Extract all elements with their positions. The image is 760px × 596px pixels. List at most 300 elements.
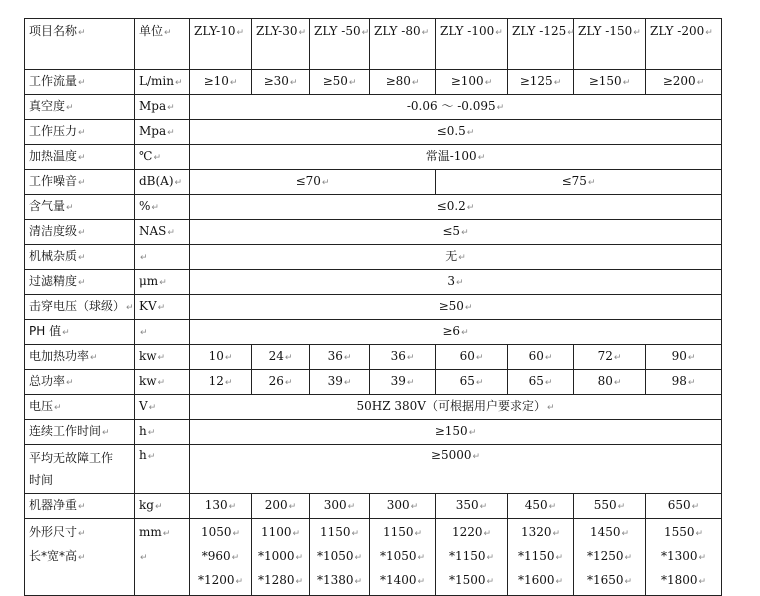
row-unit	[135, 519, 190, 596]
size-value-line-2: *960↵	[201, 549, 240, 563]
row-name	[25, 195, 135, 220]
value-cell	[252, 370, 310, 395]
size-value-line-1: 1100↵	[260, 525, 301, 539]
paragraph-mark: ↵	[348, 78, 357, 88]
table-row-voltage	[25, 395, 722, 420]
table-row-heat_power	[25, 345, 722, 370]
paragraph-mark: ↵	[483, 529, 492, 539]
table-row-nas	[25, 220, 722, 245]
value-cell-text: ≥50	[322, 74, 348, 88]
row-unit	[135, 195, 190, 220]
paragraph-mark: ↵	[167, 228, 175, 238]
paragraph-mark: ↵	[78, 178, 86, 188]
row-unit-text: %	[139, 199, 151, 213]
paragraph-mark: ↵	[167, 103, 175, 113]
paragraph-mark: ↵	[361, 28, 370, 38]
paragraph-mark: ↵	[157, 353, 166, 363]
value-cell-text: ≥150	[588, 74, 622, 88]
row-name	[25, 320, 135, 345]
row-unit	[135, 145, 190, 170]
span-value	[190, 170, 436, 195]
value-cell	[190, 345, 252, 370]
paragraph-mark: ↵	[613, 378, 622, 388]
row-unit-text: Mpa	[139, 99, 167, 113]
row-name-text: 工作噪音	[29, 174, 78, 188]
row-unit-text: Mpa	[139, 124, 167, 138]
value-cell-text: 300	[386, 498, 410, 512]
paragraph-mark: ↵	[321, 178, 330, 188]
paragraph-mark: ↵	[167, 128, 175, 138]
value-cell-text: 65	[459, 374, 475, 388]
paragraph-mark: ↵	[78, 28, 86, 38]
value-cell	[436, 370, 508, 395]
span-value-text: ≤75	[561, 174, 587, 188]
spec-table	[24, 18, 722, 596]
value-cell	[252, 345, 310, 370]
paragraph-mark: ↵	[406, 378, 415, 388]
value-cell	[190, 70, 252, 95]
paragraph-mark: ↵	[66, 203, 74, 213]
paragraph-mark: ↵	[54, 403, 62, 413]
size-value	[190, 519, 252, 596]
span-value	[190, 120, 722, 145]
paragraph-mark: ↵	[417, 577, 426, 587]
row-unit	[135, 245, 190, 270]
value-cell	[646, 494, 722, 519]
paragraph-mark: ↵	[696, 78, 705, 88]
value-cell-text: 36	[327, 349, 343, 363]
row-unit	[135, 95, 190, 120]
value-cell-text: 65	[528, 374, 544, 388]
size-value-line-2: *1000↵	[257, 549, 304, 563]
span-value-text: ≤0.5	[436, 124, 466, 138]
row-unit	[135, 370, 190, 395]
paragraph-mark: ↵	[236, 28, 245, 38]
value-cell-text: 26	[268, 374, 284, 388]
row-name-text: 工作流量	[29, 74, 78, 88]
paragraph-mark: ↵	[421, 28, 430, 38]
value-cell	[310, 70, 370, 95]
span-value	[190, 195, 722, 220]
size-value	[252, 519, 310, 596]
paragraph-mark: ↵	[174, 178, 183, 188]
paragraph-mark: ↵	[78, 278, 86, 288]
span-value-text: ≥50	[438, 299, 464, 313]
row-name-text: 连续工作时间	[29, 424, 102, 438]
header-model-text: ZLY -100	[440, 24, 495, 38]
paragraph-mark: ↵	[347, 502, 356, 512]
paragraph-mark: ↵	[295, 577, 304, 587]
row-name	[25, 120, 135, 145]
paragraph-mark: ↵	[624, 577, 633, 587]
row-unit	[135, 270, 190, 295]
value-cell	[370, 345, 436, 370]
row-name-text: 真空度	[29, 99, 66, 113]
table-row-noise	[25, 170, 722, 195]
paragraph-mark: ↵	[157, 378, 166, 388]
row-unit	[135, 345, 190, 370]
row-unit-text: h	[139, 448, 147, 462]
size-value-line-3: *1200↵	[197, 573, 244, 587]
span-value-text: ≤0.2	[436, 199, 466, 213]
header-unit	[135, 19, 190, 70]
paragraph-mark: ↵	[479, 502, 488, 512]
paragraph-mark: ↵	[174, 78, 183, 88]
row-name-line-2: 时间	[29, 473, 54, 487]
paragraph-mark: ↵	[78, 502, 86, 512]
value-cell	[370, 494, 436, 519]
value-cell-text: 300	[323, 498, 347, 512]
row-unit	[135, 120, 190, 145]
table-row-continuous	[25, 420, 722, 445]
paragraph-mark: ↵	[140, 328, 148, 338]
paragraph-mark: ↵	[284, 353, 293, 363]
header-item-name	[25, 19, 135, 70]
row-name	[25, 220, 135, 245]
header-model	[310, 19, 370, 70]
paragraph-mark: ↵	[468, 428, 477, 438]
value-cell-text: ≥30	[263, 74, 289, 88]
value-cell	[436, 70, 508, 95]
row-name-line-1: 平均无故障工作	[29, 451, 114, 465]
row-name-text: 机器净重	[29, 498, 78, 512]
paragraph-mark: ↵	[414, 529, 423, 539]
value-cell-text: 24	[268, 349, 284, 363]
paragraph-mark: ↵	[695, 529, 704, 539]
paragraph-mark: ↵	[78, 228, 86, 238]
paragraph-mark: ↵	[486, 577, 495, 587]
value-cell	[190, 494, 252, 519]
paragraph-mark: ↵	[555, 577, 564, 587]
paragraph-mark: ↵	[705, 28, 713, 38]
span-value-text: ≤5	[442, 224, 461, 238]
span-value	[190, 445, 722, 494]
size-value-line-3: *1800↵	[660, 573, 707, 587]
size-value-line-1: 1150↵	[319, 525, 360, 539]
row-name-text: 工作压力	[29, 124, 78, 138]
size-value-line-2: *1150↵	[517, 549, 564, 563]
paragraph-mark: ↵	[289, 78, 298, 88]
paragraph-mark: ↵	[140, 553, 148, 563]
paragraph-mark: ↵	[231, 553, 240, 563]
table-row-mtbf	[25, 445, 722, 494]
value-cell-text: 90	[671, 349, 687, 363]
paragraph-mark: ↵	[687, 353, 696, 363]
header-model-text: ZLY -125	[512, 24, 567, 38]
paragraph-mark: ↵	[461, 228, 469, 238]
span-value-text: ≥6	[442, 324, 461, 338]
span-value	[190, 295, 722, 320]
table-row-precision	[25, 270, 722, 295]
paragraph-mark: ↵	[484, 78, 493, 88]
span-value	[190, 395, 722, 420]
row-name	[25, 170, 135, 195]
row-unit-text: kw	[139, 349, 157, 363]
paragraph-mark: ↵	[567, 28, 575, 38]
paragraph-mark: ↵	[78, 78, 86, 88]
value-cell	[310, 494, 370, 519]
paragraph-mark: ↵	[102, 428, 110, 438]
paragraph-mark: ↵	[698, 553, 707, 563]
size-value-line-2: *1150↵	[448, 549, 495, 563]
row-name	[25, 445, 135, 494]
paragraph-mark: ↵	[232, 529, 241, 539]
size-value-line-3: *1600↵	[517, 573, 564, 587]
row-name-line-1: 外形尺寸↵	[29, 525, 86, 539]
paragraph-mark: ↵	[698, 577, 707, 587]
paragraph-mark: ↵	[410, 502, 419, 512]
size-value-line-1: 1320↵	[520, 525, 561, 539]
size-value	[646, 519, 722, 596]
table-row-ph	[25, 320, 722, 345]
paragraph-mark: ↵	[461, 328, 469, 338]
value-cell-text: 36	[390, 349, 406, 363]
value-cell	[252, 494, 310, 519]
value-cell	[574, 494, 646, 519]
row-name-text: 含气量	[29, 199, 66, 213]
value-cell	[370, 370, 436, 395]
header-model	[574, 19, 646, 70]
header-model-text: ZLY -80	[374, 24, 421, 38]
value-cell	[190, 370, 252, 395]
header-item-name-text: 项目名称	[29, 24, 78, 38]
paragraph-mark: ↵	[475, 378, 484, 388]
paragraph-mark: ↵	[617, 502, 626, 512]
paragraph-mark: ↵	[343, 353, 352, 363]
paragraph-mark: ↵	[224, 378, 233, 388]
header-model-text: ZLY-10	[194, 24, 236, 38]
table-row-impurity	[25, 245, 722, 270]
table-row-breakdown	[25, 295, 722, 320]
span-value-text: 50HZ 380V（可根据用户要求定）	[356, 399, 546, 413]
row-name-text: 击穿电压（球级）	[29, 299, 126, 313]
paragraph-mark: ↵	[621, 529, 630, 539]
paragraph-mark: ↵	[159, 278, 167, 288]
size-value-line-2: *1300↵	[660, 549, 707, 563]
value-cell	[508, 494, 574, 519]
paragraph-mark: ↵	[456, 278, 464, 288]
table-row-total_power	[25, 370, 722, 395]
value-cell	[370, 70, 436, 95]
size-value-line-3: *1380↵	[316, 573, 363, 587]
row-unit	[135, 220, 190, 245]
paragraph-mark: ↵	[151, 203, 159, 213]
paragraph-mark: ↵	[126, 303, 134, 313]
paragraph-mark: ↵	[157, 303, 166, 313]
paragraph-mark: ↵	[587, 178, 596, 188]
row-name	[25, 420, 135, 445]
size-value	[436, 519, 508, 596]
value-cell-text: 650	[667, 498, 691, 512]
paragraph-mark: ↵	[164, 28, 172, 38]
size-value-line-1: 1550↵	[663, 525, 704, 539]
row-name-line-2: 长*宽*高↵	[29, 549, 86, 563]
value-cell	[436, 494, 508, 519]
row-name	[25, 494, 135, 519]
row-unit-text: V	[139, 399, 148, 413]
row-name	[25, 295, 135, 320]
paragraph-mark: ↵	[228, 502, 237, 512]
paragraph-mark: ↵	[624, 553, 633, 563]
paragraph-mark: ↵	[229, 78, 238, 88]
row-unit	[135, 445, 190, 494]
value-cell	[436, 345, 508, 370]
row-unit	[135, 494, 190, 519]
size-value-line-3: *1400↵	[379, 573, 426, 587]
table-row-vacuum	[25, 95, 722, 120]
row-unit-text: dB(A)	[139, 174, 174, 188]
size-value-line-1: 1220↵	[451, 525, 492, 539]
row-name	[25, 519, 135, 596]
paragraph-mark: ↵	[613, 353, 622, 363]
value-cell-text: 98	[671, 374, 687, 388]
span-value-text: ≥5000	[430, 448, 472, 462]
paragraph-mark: ↵	[552, 529, 561, 539]
value-cell-text: ≥125	[519, 74, 553, 88]
value-cell	[508, 370, 574, 395]
value-cell-text: 10	[208, 349, 224, 363]
size-value-line-2: *1250↵	[586, 549, 633, 563]
table-row-header	[25, 19, 722, 70]
span-value	[190, 95, 722, 120]
paragraph-mark: ↵	[466, 128, 475, 138]
span-value-text: -0.06 ～ -0.095	[406, 99, 496, 113]
row-name	[25, 395, 135, 420]
paragraph-mark: ↵	[78, 153, 86, 163]
value-cell-text: ≥100	[450, 74, 484, 88]
span-value-text: ≥150	[434, 424, 468, 438]
value-cell	[310, 345, 370, 370]
value-cell	[252, 70, 310, 95]
row-name	[25, 245, 135, 270]
header-model-text: ZLY-30	[256, 24, 298, 38]
row-name	[25, 370, 135, 395]
row-unit-text: mm	[139, 525, 162, 539]
paragraph-mark: ↵	[140, 253, 148, 263]
value-cell-text: 72	[597, 349, 613, 363]
size-value-line-3: *1500↵	[448, 573, 495, 587]
paragraph-mark: ↵	[475, 353, 484, 363]
value-cell	[574, 370, 646, 395]
size-value-line-2: *1050↵	[316, 549, 363, 563]
paragraph-mark: ↵	[162, 529, 171, 539]
value-cell	[508, 345, 574, 370]
row-unit	[135, 420, 190, 445]
paragraph-mark: ↵	[66, 103, 74, 113]
paragraph-mark: ↵	[622, 78, 631, 88]
size-value-line-1: 1050↵	[200, 525, 241, 539]
value-cell	[310, 370, 370, 395]
paragraph-mark: ↵	[78, 529, 86, 539]
paragraph-mark: ↵	[354, 577, 363, 587]
row-unit-text: ℃	[139, 149, 153, 163]
row-unit	[135, 320, 190, 345]
paragraph-mark: ↵	[235, 577, 244, 587]
paragraph-mark: ↵	[354, 553, 363, 563]
row-unit-text: kg	[139, 498, 154, 512]
value-cell	[646, 70, 722, 95]
header-model-text: ZLY -50	[314, 24, 361, 38]
paragraph-mark: ↵	[62, 328, 70, 338]
paragraph-mark: ↵	[295, 553, 304, 563]
span-value	[190, 420, 722, 445]
paragraph-mark: ↵	[687, 378, 696, 388]
header-model	[646, 19, 722, 70]
header-unit-text: 单位	[139, 24, 164, 38]
span-value-text: 常温-100	[425, 149, 477, 163]
span-value	[436, 170, 722, 195]
paragraph-mark: ↵	[544, 378, 553, 388]
paragraph-mark: ↵	[633, 28, 641, 38]
row-unit	[135, 70, 190, 95]
value-cell-text: 60	[459, 349, 475, 363]
size-value-line-3: *1650↵	[586, 573, 633, 587]
header-model	[370, 19, 436, 70]
paragraph-mark: ↵	[284, 378, 293, 388]
paragraph-mark: ↵	[555, 553, 564, 563]
value-cell-text: 12	[208, 374, 224, 388]
paragraph-mark: ↵	[544, 353, 553, 363]
value-cell-text: 450	[524, 498, 548, 512]
value-cell-text: 39	[390, 374, 406, 388]
paragraph-mark: ↵	[691, 502, 700, 512]
paragraph-mark: ↵	[406, 353, 415, 363]
paragraph-mark: ↵	[553, 78, 562, 88]
value-cell	[646, 370, 722, 395]
row-name	[25, 145, 135, 170]
value-cell-text: 39	[327, 374, 343, 388]
header-model-text: ZLY -200	[650, 24, 705, 38]
span-value	[190, 245, 722, 270]
span-value	[190, 145, 722, 170]
row-unit-text: μm	[139, 274, 159, 288]
row-unit-text: KV	[139, 299, 157, 313]
table-row-pressure	[25, 120, 722, 145]
span-value-text: 3	[447, 274, 456, 288]
paragraph-mark: ↵	[147, 428, 156, 438]
row-unit	[135, 395, 190, 420]
table-row-flow	[25, 70, 722, 95]
value-cell-text: 550	[593, 498, 617, 512]
paragraph-mark: ↵	[548, 502, 557, 512]
paragraph-mark: ↵	[78, 553, 86, 563]
header-model-text: ZLY -150	[578, 24, 633, 38]
row-unit-text: h	[139, 424, 147, 438]
row-name	[25, 345, 135, 370]
paragraph-mark: ↵	[154, 502, 163, 512]
paragraph-mark: ↵	[288, 502, 297, 512]
paragraph-mark: ↵	[148, 403, 157, 413]
value-cell-text: ≥80	[385, 74, 411, 88]
paragraph-mark: ↵	[153, 153, 161, 163]
row-name-text: 电加热功率	[29, 349, 90, 363]
row-unit-text: kw	[139, 374, 157, 388]
paragraph-mark: ↵	[66, 378, 74, 388]
value-cell-text: 350	[455, 498, 479, 512]
table-row-gas	[25, 195, 722, 220]
row-name-text: 清洁度级	[29, 224, 78, 238]
paragraph-mark: ↵	[464, 303, 473, 313]
paragraph-mark: ↵	[546, 403, 555, 413]
paragraph-mark: ↵	[292, 529, 301, 539]
table-row-temp	[25, 145, 722, 170]
paragraph-mark: ↵	[351, 529, 360, 539]
value-cell	[646, 345, 722, 370]
row-name	[25, 95, 135, 120]
row-name	[25, 270, 135, 295]
paragraph-mark: ↵	[496, 103, 505, 113]
span-value	[190, 270, 722, 295]
